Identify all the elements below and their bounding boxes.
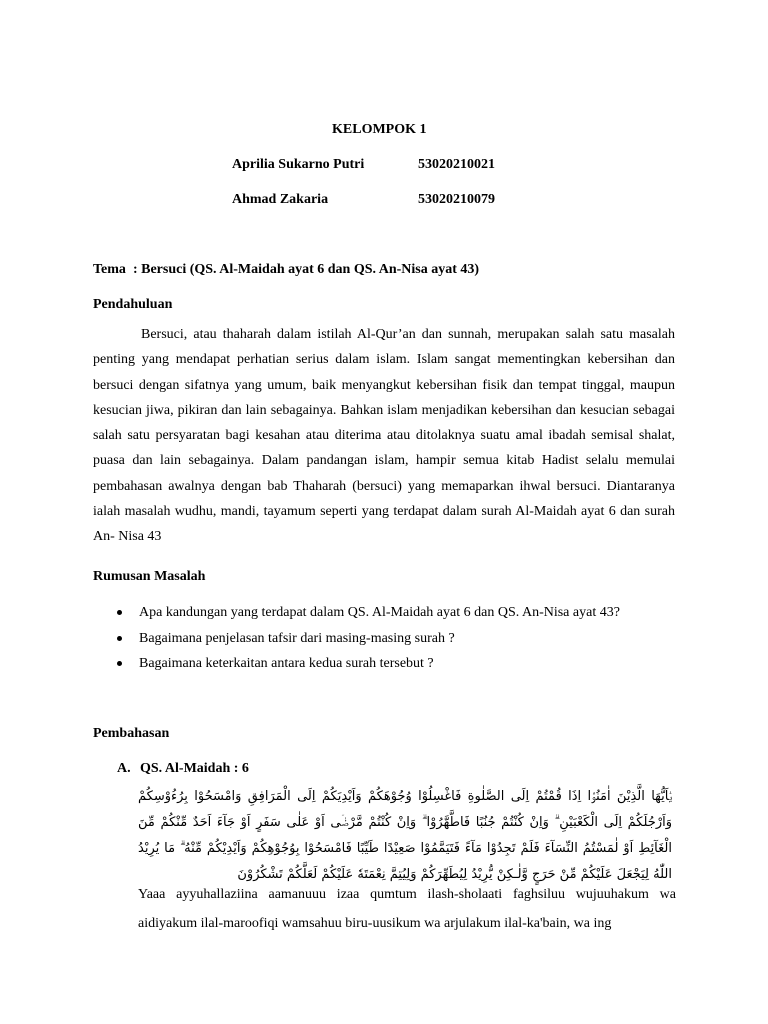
pembahasan-heading: Pembahasan [93, 726, 170, 741]
list-item [117, 626, 620, 652]
list-item [117, 651, 620, 677]
pendahuluan-paragraph [93, 322, 675, 550]
rumusan-list [117, 600, 620, 677]
section-a-marker: A. [117, 761, 131, 776]
list-item-text: Apa kandungan yang terdapat dalam QS. Al-Maidah ayat 6 dan QS. An-Nisa ayat 43? [139, 605, 620, 620]
tema-line [93, 262, 479, 278]
bullet-icon [117, 636, 122, 641]
member-name-2: Ahmad Zakaria [232, 192, 329, 207]
pendahuluan-text: Bersuci, atau thaharah dalam istilah Al-Qur’an dan sunnah, merupakan salah satu masalah penting yang mendapat perhatian serius dalam islam. Islam sangat mementingkan kebersihan dan bersuci dengan sifatnya yang umum, baik menyangkut kebersihan fisik dan tempat tinggal, maupun kesucian jiwa, pikiran dan lain sebagainya. Bahkan islam menjadikan kebersihan dan kesucian sebagai salah satu persyaratan bagi kesahan atau diterima atau ditolaknya suatu amal ibadah semisal shalat, puasa dan lain sebagainya. Dalam pandangan islam, hampir semua kitab Hadist selalu memulai pembahasan awalnya dengan bab Thaharah (bersuci) yang memaparkan ihwal bersuci. Diantaranya ialah masalah wudhu, mandi, tayamum seperti yang terdapat dalam surah Al-Maidah ayat 6 dan surah An- Nisa 43 [93, 327, 675, 545]
list-item [117, 600, 620, 626]
bullet-icon [117, 610, 122, 615]
bullet-icon [117, 661, 122, 666]
tema-value: : Bersuci (QS. Al-Maidah ayat 6 dan QS. An-Nisa ayat 43) [132, 262, 480, 277]
arabic-verse: يٰۤاَيُّهَا الَّذِيْنَ اٰمَنُوْۤا اِذَا قُمْتُمْ اِلَى الصَّلٰوةِ فَاغْسِلُوْا وُجُوْهَكُمْ وَاَيْدِيَكُمْ اِلَى الْمَرَافِقِ وَامْسَحُوْا بِرُءُوْسِكُمْ وَاَرْجُلَكُمْ اِلَى الْكَعْبَيْنِ ۗ وَاِنْ كُنْتُمْ جُنُبًا فَاطَّهَّرُوْا ۗ وَاِنْ كُنْتُمْ مَّرْضٰۤى اَوْ عَلٰى سَفَرٍ اَوْ جَآءَ اَحَدٌ مِّنْكُمْ مِّنَ الْغَآئِطِ اَوْ لٰمَسْتُمُ النِّسَآءَ فَلَمْ تَجِدُوْا مَآءً فَتَيَمَّمُوْا صَعِيْدًا طَيِّبًا فَامْسَحُوْا بِوُجُوْهِكُمْ وَاَيْدِيْكُمْ مِّنْهُ ۗ مَا يُرِيْدُ اللّٰهُ لِيَجْعَلَ عَلَيْكُمْ مِّنْ حَرَجٍ وَّلٰـكِنْ يُّرِيْدُ لِيُطَهِّرَكُمْ وَلِيُتِمَّ نِعْمَتَهٗ عَلَيْكُمْ لَعَلَّكُمْ تَشْكُرُوْنَ [138, 789, 672, 882]
pendahuluan-heading: Pendahuluan [93, 297, 173, 312]
list-item-text: Bagaimana penjelasan tafsir dari masing-masing surah ? [139, 630, 455, 646]
section-a-title: QS. Al-Maidah : 6 [140, 761, 249, 776]
tema-label: Tema [93, 262, 126, 277]
transliteration-text: Yaaa ayyuhallaziina aamanuuu izaa qumtum ilash-sholaati faghsiluu wujuuhakum wa aidiyakum ilal-maroofiqi wamsahuu biru-uusikum wa arjulakum ilal-ka'bain, wa ing [138, 887, 676, 931]
group-title: KELOMPOK 1 [332, 122, 427, 137]
member-name-1: Aprilia Sukarno Putri [232, 157, 365, 172]
member-id-1: 53020210021 [418, 157, 495, 172]
member-id-2: 53020210079 [418, 192, 495, 207]
rumusan-heading: Rumusan Masalah [93, 569, 206, 584]
list-item-text: Bagaimana keterkaitan antara kedua surah tersebut ? [139, 656, 434, 671]
